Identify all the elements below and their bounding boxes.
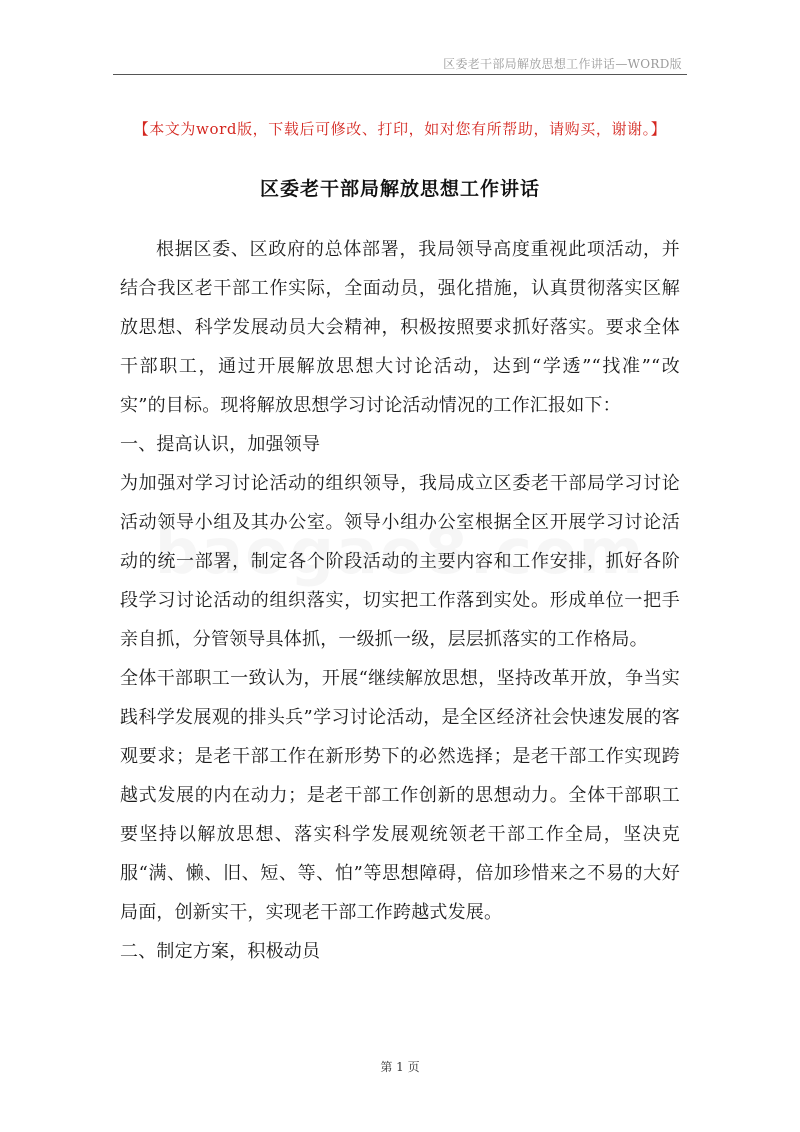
paragraph-intro: 根据区委、区政府的总体部署，我局领导高度重视此项活动，并结合我区老干部工作实际，全面动员，强化措施，认真贯彻落实区解放思想、科学发展动员大会精神，积极按照要求抓好落实。要求全体干部职工，通过开展解放思想大讨论活动，达到“学透”“找准”“改实”的目标。现将解放思想学习讨论活动情况的工作汇报如下：	[120, 239, 680, 416]
paragraph-leadership: 为加强对学习讨论活动的组织领导，我局成立区委老干部局学习讨论活动领导小组及其办公室。领导小组办公室根据全区开展学习讨论活动的统一部署，制定各个阶段活动的主要内容和工作安排，抓好各阶段学习讨论活动的组织落实，切实把工作落到实处。形成单位一把手亲自抓，分管领导具体抓，一级抓一级，层层抓落实的工作格局。	[120, 473, 680, 650]
section-heading-2: 二、制定方案，积极动员	[120, 941, 321, 962]
page-header-text: 区委老干部局解放思想工作讲话—WORD版	[443, 57, 682, 71]
page-number: 第 1 页	[380, 1060, 420, 1074]
header-divider	[113, 74, 687, 75]
section-heading-1: 一、提高认识，加强领导	[120, 434, 321, 455]
document-title: 区委老干部局解放思想工作讲话	[259, 178, 540, 200]
document-body	[120, 230, 680, 971]
purchase-notice: 【本文为word版，下载后可修改、打印，如对您有所帮助，请购买，谢谢。】	[133, 120, 667, 138]
paragraph-consensus: 全体干部职工一致认为，开展“继续解放思想，坚持改革开放，争当实践科学发展观的排头兵”学习讨论活动，是全区经济社会快速发展的客观要求；是老干部工作在新形势下的必然选择；是老干部工作实现跨越式发展的内在动力；是老干部工作创新的思想动力。全体干部职工要坚持以解放思想、落实科学发展观统领老干部工作全局，坚决克服“满、懒、旧、短、等、怕”等思想障碍，倍加珍惜来之不易的大好局面，创新实干，实现老干部工作跨越式发展。	[120, 668, 680, 923]
